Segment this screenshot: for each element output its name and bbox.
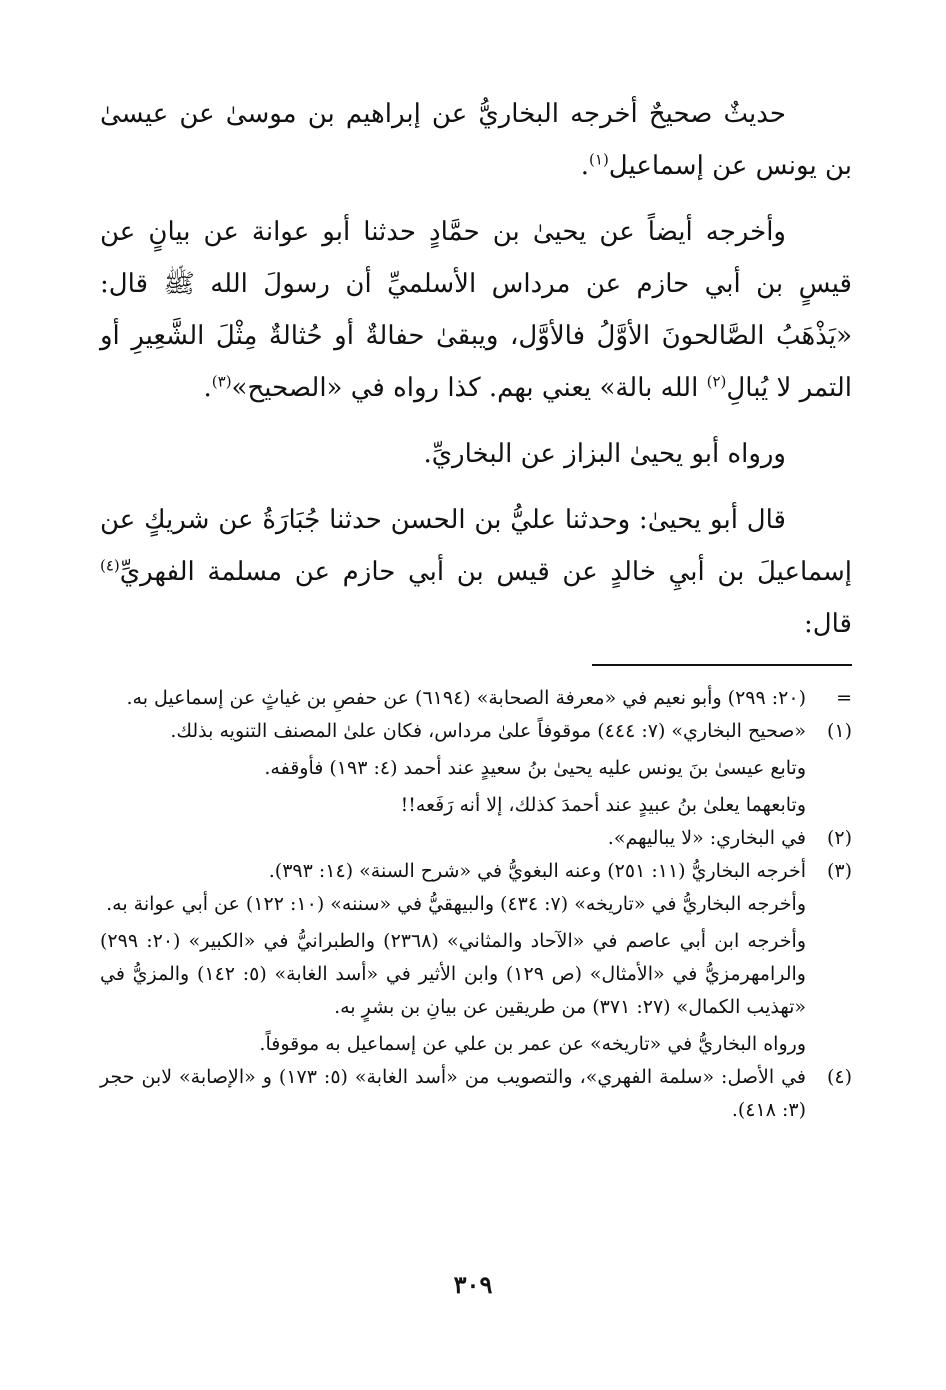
paragraph-text: .: [580, 151, 590, 181]
footnote-body: [100, 715, 806, 822]
footnote-text: وأخرجه البخاريُّ في «تاريخه» (٧: ٤٣٤) والبيهقيُّ في «سننه» (١٠: ١٢٢) عن أبي عوانة به.: [106, 893, 806, 915]
footnote-body: [100, 822, 806, 855]
footnote-marker: (٤): [826, 1066, 852, 1088]
page-body: [100, 88, 852, 1127]
footnote-reference: (٢): [706, 372, 727, 391]
footnote-text: «صحيح البخاري» (٧: ٤٤٤) موقوفاً علىٰ مرداس، فكان علىٰ المصنف التنويه بذلك.: [170, 720, 806, 742]
footnote-marker: (١): [826, 720, 852, 742]
main-paragraph: [100, 494, 852, 650]
footnote-subtext: وتابع عيسىٰ بنَ يونس عليه يحيىٰ بنُ سعيدٍ عند أحمد (٤: ١٩٣) فأوقفه.: [264, 757, 806, 779]
footnote-text: أخرجه البخاريُّ (١١: ٢٥١) وعنه البغويُّ في «شرح السنة» (١٤: ٣٩٣).: [268, 860, 806, 882]
footnotes: [100, 682, 852, 1127]
page-number: ٣٠٩: [453, 1270, 493, 1299]
footnote-subtext: وتابعهما يعلىٰ بنُ عبيدٍ عند أحمدَ كذلك، إلا أنه رَفَعه!!: [400, 794, 806, 816]
footnote-reference: (٤): [100, 556, 120, 575]
footnote-reference: (١): [589, 150, 609, 169]
footnote-text: في الأصل: «سلمة الفهري»، والتصويب من «أسد الغابة» (٥: ١٧٣) و «الإصابة» لابن حجر (٣: ٤١٨).: [100, 1066, 806, 1121]
paragraph-text: ورواه أبو يحيىٰ البزاز عن البخاريِّ.: [423, 439, 786, 469]
footnote-marker: (٢): [826, 827, 852, 849]
main-paragraph: [100, 88, 852, 192]
main-paragraph: [100, 428, 852, 480]
footnote-text: في البخاري: «لا يباليهم».: [607, 827, 806, 849]
footnote: [100, 1061, 852, 1127]
footnote: [100, 682, 852, 715]
paragraph-text: وأخرجه أيضاً عن يحيىٰ بن حمَّادٍ حدثنا أبو عوانة عن بيانٍ عن قيسٍ بن أبي حازم عن مرداس الأسلميِّ أن رسولَ الله ﷺ قال: «يَذْهَبُ الصَّالحونَ الأوَّلُ فالأوَّل، ويبقىٰ حفالةٌ أو حُثالةٌ مِثْلَ الشَّعِيرِ أو التمر لا يُبالِ: [100, 217, 852, 403]
footnote-text: (٢٠: ٢٩٩) وأبو نعيم في «معرفة الصحابة» (٦١٩٤) عن حفصِ بن غياثٍ عن إسماعيل به.: [126, 687, 806, 709]
main-text: [100, 88, 852, 650]
footnote-body: [100, 855, 806, 1061]
footnote-subtext: وأخرجه ابن أبي عاصم في «الآحاد والمثاني» (٢٣٦٨) والطبرانيُّ في «الكبير» (٢٠: ٢٩٩) والرامهرمزيُّ في «الأمثال» (ص ١٢٩) وابن الأثير في «أسد الغابة» (٥: ١٤٢) والمزيُّ في «تهذيب الكمال» (٢٧: ٣٧١) من طريقين عن بيانِ بن بشرٍ به.: [100, 930, 806, 1018]
footnote-body: [100, 1061, 806, 1127]
paragraph-text: الله بالة» يعني بهم. كذا رواه في «الصحيح»: [231, 373, 707, 403]
paragraph-text: حديثٌ صحيحٌ أخرجه البخاريُّ عن إبراهيم بن موسىٰ عن عيسىٰ بن يونس عن إسماعيل: [100, 99, 852, 181]
paragraph-text: قال:: [803, 609, 852, 639]
footnote-separator: [592, 664, 852, 666]
footnote: [100, 822, 852, 855]
footnote-subtext: ورواه البخاريُّ في «تاريخه» عن عمر بن علي عن إسماعيل به موقوفاً.: [259, 1033, 806, 1055]
footnote-marker: (٣): [826, 860, 852, 882]
footnote-reference: (٣): [211, 372, 232, 391]
footnote: [100, 855, 852, 1061]
main-paragraph: [100, 206, 852, 414]
footnote: [100, 715, 852, 822]
footnote-body: [100, 682, 806, 715]
paragraph-text: .: [203, 373, 212, 403]
paragraph-text: قال أبو يحيىٰ: وحدثنا عليُّ بن الحسن حدثنا جُبَارَةُ عن شريكٍ عن إسماعيلَ بن أبيِ خالدٍ عن قيس بن أبي حازم عن مسلمة الفهريِّ: [100, 505, 852, 587]
footnote-marker: =: [836, 687, 852, 709]
